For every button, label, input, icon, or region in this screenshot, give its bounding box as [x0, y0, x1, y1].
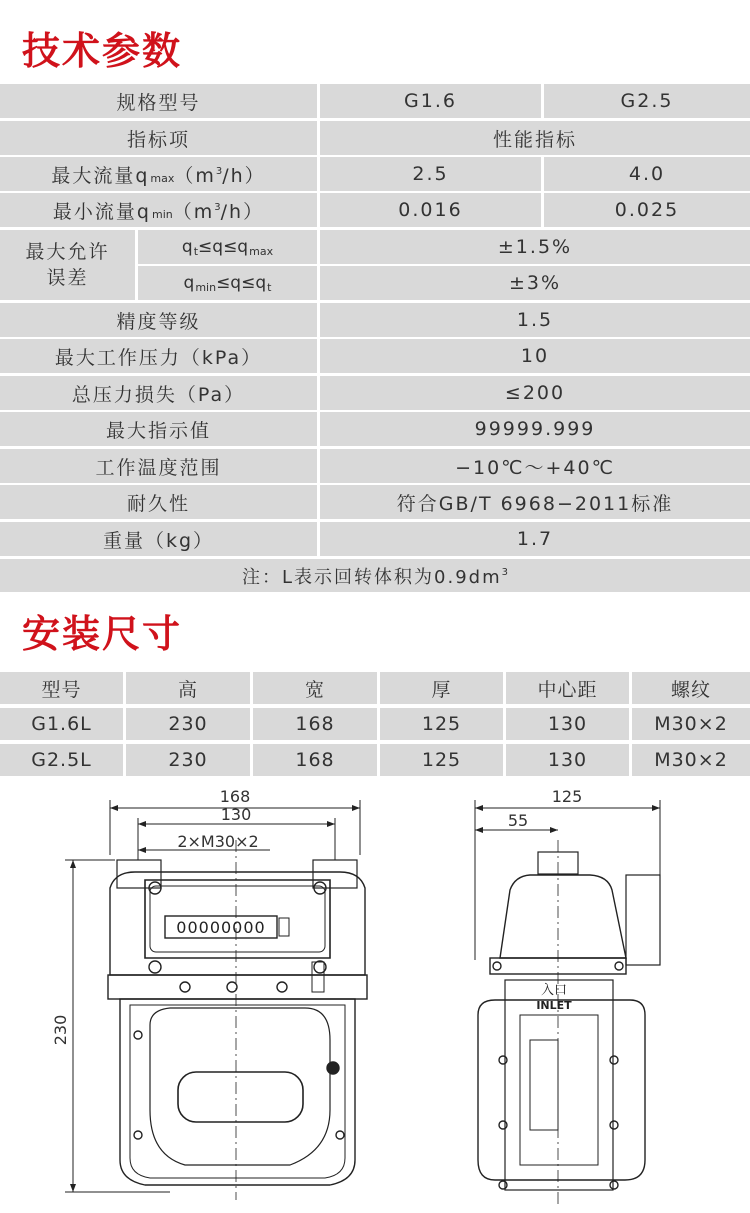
spec-error-value2: ±3% — [320, 266, 750, 300]
spec-qmax-g25: 4.0 — [544, 157, 750, 191]
dim-header: 中心距 — [506, 672, 629, 704]
qmax-label-unit: （m — [174, 164, 216, 187]
spec-qmax-row — [0, 157, 750, 191]
spec-qmin-g25: 0.025 — [544, 193, 750, 227]
qmax-label-text: 最大流量q — [51, 164, 150, 187]
spec-row-label: 耐久性 — [0, 485, 317, 519]
qmin-label-sub: min — [151, 207, 173, 221]
front-width-label: 168 — [219, 787, 251, 806]
spec-row-label: 工作温度范围 — [0, 449, 317, 483]
spec-row — [0, 376, 750, 410]
front-height-label: 230 — [51, 1014, 70, 1046]
range1-a-sub: t — [193, 244, 199, 258]
side-offset-label: 55 — [507, 811, 529, 830]
spec-error-range2 — [138, 266, 317, 300]
dim-cell: 230 — [126, 744, 250, 776]
dim-cell: G2.5L — [0, 744, 123, 776]
spec-header-label: 规格型号 — [0, 84, 317, 118]
spec-indicator-row — [0, 121, 750, 155]
dim-header: 型号 — [0, 672, 123, 704]
front-center-label: 130 — [220, 805, 252, 824]
spec-row-value: 10 — [320, 339, 750, 373]
range1-b-sub: max — [249, 244, 274, 258]
front-view — [51, 787, 367, 1200]
spec-qmin-g16: 0.016 — [320, 193, 541, 227]
dim-cell: 230 — [126, 708, 250, 740]
dim-cell: 130 — [506, 708, 629, 740]
spec-row — [0, 485, 750, 519]
inlet-en-label: INLET — [536, 999, 572, 1012]
error-label-line1: 最大允许 — [25, 241, 110, 263]
dim-cell: 125 — [380, 744, 503, 776]
qmin-label-unit: （m — [172, 200, 215, 223]
dim-header: 宽 — [253, 672, 377, 704]
dim-cell: 168 — [253, 708, 377, 740]
spec-indicator-label: 指标项 — [0, 121, 317, 155]
spec-row-label: 总压力损失（Pa） — [0, 376, 317, 410]
spec-error-label — [0, 230, 135, 300]
dim-header: 螺纹 — [632, 672, 750, 704]
dim-cell: 130 — [506, 744, 629, 776]
spec-row — [0, 339, 750, 373]
spec-row-value: 99999.999 — [320, 412, 750, 446]
dim-cell: M30×2 — [632, 744, 750, 776]
dim-header: 高 — [126, 672, 250, 704]
dim-cell: G1.6L — [0, 708, 123, 740]
dim-header: 厚 — [380, 672, 503, 704]
spec-header-g16: G1.6 — [320, 84, 541, 118]
range2-b-sub: t — [267, 280, 272, 294]
qmax-label-unit-end: /h） — [222, 164, 266, 187]
spec-indicator-value: 性能指标 — [320, 121, 750, 155]
spec-row — [0, 522, 750, 556]
spec-qmax-g16: 2.5 — [320, 157, 541, 191]
dim-cell: 125 — [380, 708, 503, 740]
spec-row-label: 重量（kg） — [0, 522, 317, 556]
spec-row-value: 1.7 — [320, 522, 750, 556]
note-text: 注：L表示回转体积为0.9dm — [242, 566, 502, 588]
spec-row-value: ≤200 — [320, 376, 750, 410]
spec-row-label: 最大工作压力（kPa） — [0, 339, 317, 373]
front-thread-label: 2×M30×2 — [177, 832, 259, 851]
qmin-label-unit-end: /h） — [220, 200, 265, 223]
spec-row-value: −10℃～+40℃ — [320, 449, 750, 483]
spec-note — [0, 559, 750, 592]
range2-a: q — [183, 273, 195, 293]
specs-title: 技术参数 — [22, 29, 183, 73]
spec-row — [0, 303, 750, 337]
spec-row-label: 最大指示值 — [0, 412, 317, 446]
spec-row-value: 1.5 — [320, 303, 750, 337]
spec-error-value1: ±1.5% — [320, 230, 750, 264]
side-view — [475, 787, 660, 1205]
spec-qmin-label — [0, 193, 317, 227]
spec-row-value: 符合GB/T 6968−2011标准 — [320, 485, 750, 519]
qmax-label-sup: 3 — [215, 165, 223, 177]
install-title: 安装尺寸 — [22, 612, 183, 656]
installation-drawing — [0, 780, 750, 1213]
inlet-cn-label: 入口 — [540, 983, 568, 998]
spec-error-range1 — [138, 230, 317, 264]
spec-qmax-label — [0, 157, 317, 191]
qmin-label-text: 最小流量q — [52, 200, 151, 223]
spec-qmin-row — [0, 193, 750, 227]
range2-a-sub: min — [195, 280, 217, 294]
spec-row-label: 精度等级 — [0, 303, 317, 337]
range1-mid: ≤q≤q — [198, 237, 249, 257]
qmax-label-sub: max — [150, 171, 175, 185]
counter-digits: 00000000 — [176, 918, 266, 937]
range1-a: q — [181, 237, 193, 257]
spec-header-g25: G2.5 — [544, 84, 750, 118]
spec-header-row — [0, 84, 750, 118]
note-sup: 3 — [501, 567, 508, 578]
spec-row — [0, 412, 750, 446]
qmin-label-sup: 3 — [214, 201, 221, 213]
range2-mid: ≤q≤q — [216, 273, 267, 293]
dim-cell: M30×2 — [632, 708, 750, 740]
dim-cell: 168 — [253, 744, 377, 776]
error-label-line2: 误差 — [46, 267, 89, 289]
spec-row — [0, 449, 750, 483]
side-depth-label: 125 — [551, 787, 583, 806]
